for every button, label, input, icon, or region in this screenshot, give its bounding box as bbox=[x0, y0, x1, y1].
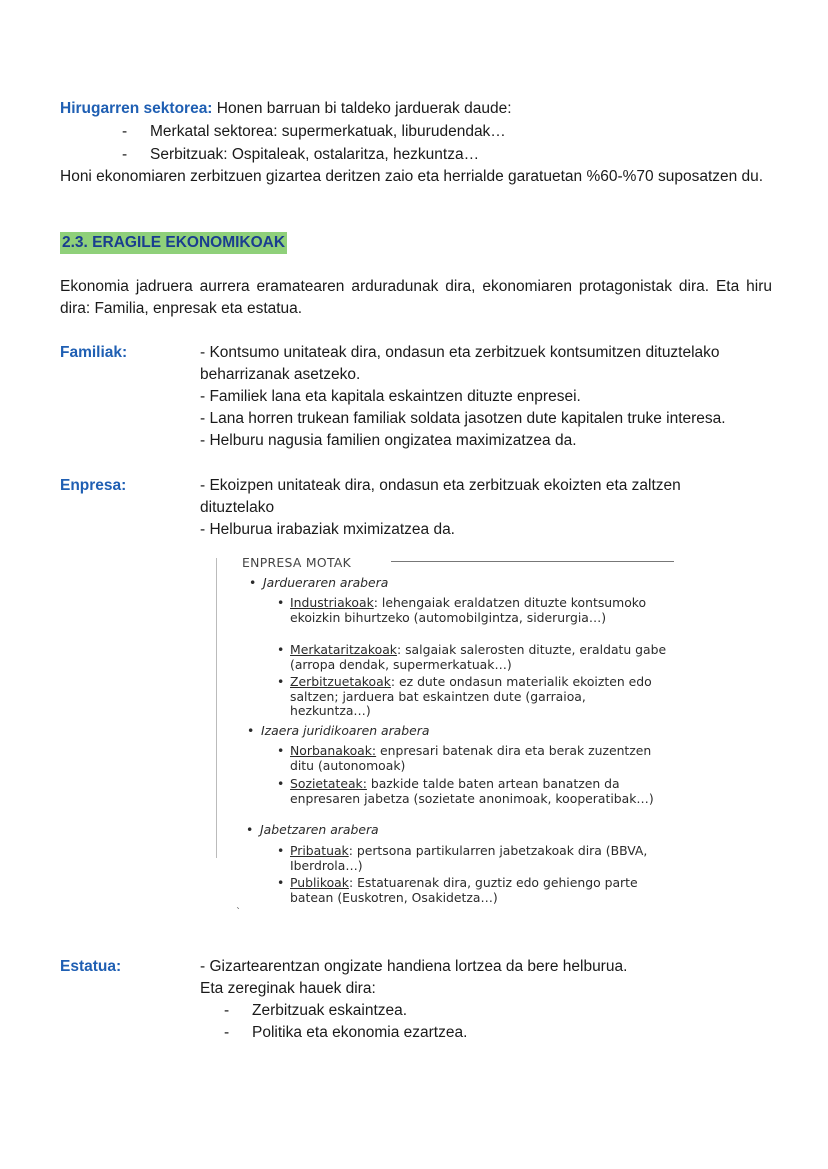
dash-bullet: - bbox=[224, 1002, 230, 1019]
item-text: : ez dute ondasun materialik ekoizten edo saltzen; jarduera bat eskaintzen dute (garraioa, hezkuntza…) bbox=[290, 674, 652, 718]
tertiary-bullet-1 bbox=[122, 121, 506, 143]
enpresa-motak-figure bbox=[216, 548, 674, 920]
category-label: Jardueraren arabera bbox=[263, 575, 389, 590]
bullet-dot: • bbox=[249, 575, 257, 590]
intro-paragraph: Ekonomia jadruera aurrera eramatearen arduradunak dira, ekonomiaren protagonistak dira. Eta hiru dira: Familia, enpresak eta estatua. bbox=[60, 278, 772, 317]
inset-item bbox=[277, 776, 670, 806]
item-text: : pertsona partikularren jabetzakoak dira (BBVA, Iberdrola…) bbox=[290, 843, 648, 873]
enpresa-label: Enpresa: bbox=[60, 477, 127, 494]
bullet-text: Serbitzuak: Ospitaleak, ostalaritza, hezkuntza… bbox=[150, 146, 480, 163]
item-text: bazkide talde baten artean banatzen da enpresaren jabetza (sozietate anonimoak, kooperatibak…) bbox=[290, 776, 654, 806]
item-text: : salgaiak salerosten dituzte, eraldatu gabe (arropa dendak, supermerkatuak…) bbox=[290, 642, 667, 672]
inset-item bbox=[277, 843, 670, 873]
inset-item bbox=[277, 743, 670, 773]
item-term: Publikoak bbox=[290, 875, 349, 890]
tertiary-paragraph: Honi ekonomiaren zerbitzuen gizartea deritzen zaio eta herrialde garatuetan %60-%70 suposatzen du. bbox=[60, 168, 764, 185]
familiak-line: - Helburu nagusia familien ongizatea maximizatzea da. bbox=[200, 432, 577, 449]
inset-item bbox=[277, 595, 670, 625]
familiak-line: - Familiek lana eta kapitala eskaintzen dituzte enpresei. bbox=[200, 388, 581, 405]
dash-bullet: - bbox=[122, 123, 128, 140]
section-heading: 2.3. ERAGILE EKONOMIKOAK bbox=[60, 232, 287, 254]
bullet-dot: • bbox=[277, 674, 285, 689]
item-text: : lehengaiak eraldatzen dituzte kontsumoko ekoizkin bihurtzeko (automobilgintza, siderurgia…) bbox=[290, 595, 647, 625]
bullet-dot: • bbox=[277, 595, 285, 610]
bullet-dot: • bbox=[277, 776, 285, 791]
bullet-dot: • bbox=[277, 743, 285, 758]
item-term: Zerbitzuetakoak bbox=[290, 674, 391, 689]
bullet-text: Zerbitzuak eskaintzea. bbox=[252, 1002, 408, 1019]
bullet-text: Merkatal sektorea: supermerkatuak, liburudendak… bbox=[150, 123, 506, 140]
item-term: Norbanakoak: bbox=[290, 743, 377, 758]
enpresa-line: - Ekoizpen unitateak dira, ondasun eta zerbitzuak ekoizten eta zaltzen bbox=[200, 477, 681, 494]
inset-title-rule bbox=[391, 561, 674, 562]
estatua-body bbox=[200, 956, 780, 1000]
inset-category bbox=[246, 822, 379, 838]
inset-category bbox=[247, 723, 430, 739]
bullet-text: Politika eta ekonomia ezartzea. bbox=[252, 1024, 468, 1041]
scan-mark: ˋ bbox=[236, 907, 241, 918]
tertiary-label: Hirugarren sektorea: bbox=[60, 100, 213, 117]
estatua-label: Estatua: bbox=[60, 958, 122, 975]
item-term: Sozietateak: bbox=[290, 776, 367, 791]
item-term: Industriakoak bbox=[290, 595, 374, 610]
familiak-body bbox=[200, 342, 780, 452]
inset-item bbox=[277, 642, 670, 672]
inset-left-border bbox=[216, 558, 217, 858]
item-text: : Estatuarenak dira, guztiz edo gehiengo parte batean (Euskotren, Osakidetza…) bbox=[290, 875, 638, 905]
bullet-dot: • bbox=[247, 723, 255, 738]
bullet-dot: • bbox=[246, 822, 254, 837]
category-label: Jabetzaren arabera bbox=[260, 822, 379, 837]
enpresa-body bbox=[200, 475, 780, 541]
tertiary-text: Honen barruan bi taldeko jarduerak daude: bbox=[212, 100, 512, 117]
tertiary-line bbox=[60, 98, 512, 120]
item-term: Pribatuak bbox=[290, 843, 349, 858]
enpresa-line: - Helburua irabaziak mximizatzea da. bbox=[200, 521, 455, 538]
category-label: Izaera juridikoaren arabera bbox=[261, 723, 430, 738]
enpresa-line: dituztelako bbox=[200, 499, 275, 516]
inset-item bbox=[277, 674, 670, 719]
inset-item bbox=[277, 875, 670, 905]
inset-title: ENPRESA MOTAK bbox=[242, 555, 352, 570]
familiak-line: beharrizanak asetzeko. bbox=[200, 366, 361, 383]
item-text: enpresari batenak dira eta berak zuzentzen ditu (autonomoak) bbox=[290, 743, 652, 773]
bullet-dot: • bbox=[277, 843, 285, 858]
dash-bullet: - bbox=[122, 146, 128, 163]
estatua-bullet-2 bbox=[224, 1022, 467, 1044]
inset-category bbox=[249, 575, 389, 591]
familiak-label: Familiak: bbox=[60, 344, 128, 361]
tertiary-bullet-2 bbox=[122, 144, 479, 166]
bullet-dot: • bbox=[277, 642, 285, 657]
dash-bullet: - bbox=[224, 1024, 230, 1041]
estatua-line: Eta zereginak hauek dira: bbox=[200, 980, 376, 997]
estatua-bullet-1 bbox=[224, 1000, 407, 1022]
familiak-line: - Kontsumo unitateak dira, ondasun eta zerbitzuek kontsumitzen dituztelako bbox=[200, 344, 720, 361]
estatua-line: - Gizartearentzan ongizate handiena lortzea da bere helburua. bbox=[200, 958, 628, 975]
familiak-line: - Lana horren trukean familiak soldata jasotzen dute kapitalen truke interesa. bbox=[200, 410, 726, 427]
item-term: Merkataritzakoak bbox=[290, 642, 397, 657]
bullet-dot: • bbox=[277, 875, 285, 890]
